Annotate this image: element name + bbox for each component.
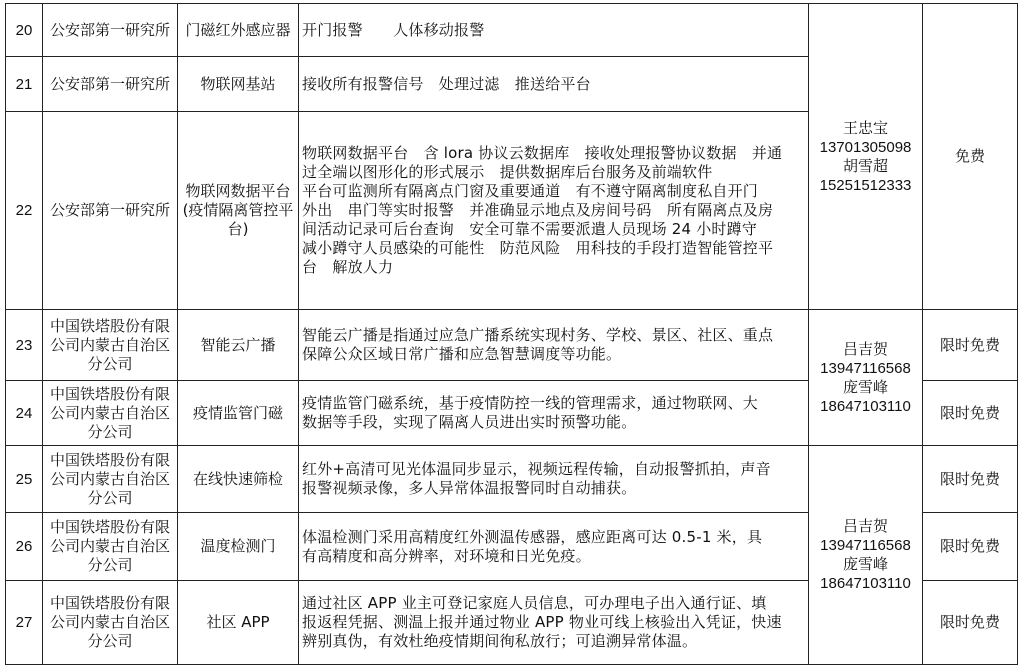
fee-cell: 限时免费 [923, 581, 1018, 665]
product-name-cell: 门磁红外感应器 [178, 4, 299, 57]
product-name-cell: 智能云广播 [178, 310, 299, 381]
description-line: 平台可监测所有隔离点门窗及重要通道 有不遵守隔离制度私自开门 [302, 182, 759, 200]
contact-name: 胡雪超 [842, 156, 888, 175]
row-number: 25 [6, 446, 43, 513]
organization-cell: 公安部第一研究所 [43, 57, 178, 112]
fee-cell: 限时免费 [923, 310, 1018, 381]
description-line: 保障公众区域日常广播和应急智慧调度等功能。 [302, 345, 622, 363]
description-line: 体温检测门采用高精度红外测温传感器，感应距离可达 0.5-1 米，具 [302, 527, 763, 546]
description-line: 数据等手段，实现了隔离人员进出实时预警功能。 [302, 413, 637, 431]
product-name-cell: 社区 APP [178, 581, 299, 665]
product-name-cell: 疫情监管门磁 [178, 381, 299, 446]
row-number: 24 [6, 381, 43, 446]
table-row [6, 4, 1018, 57]
contact-name: 庞雪峰 [842, 377, 888, 396]
description-line: 减小蹲守人员感染的可能性 防范风险 用科技的手段打造智能管控平 [302, 239, 774, 257]
contact-phone: 13947116568 [820, 537, 911, 554]
description-line: 疫情监管门磁系统，基于疫情防控一线的管理需求，通过物联网、大 [302, 394, 759, 412]
contact-phone: 15251512333 [819, 176, 912, 194]
description-line: 过全端以图形化的形式展示 提供数据库后台服务及前端软件 [302, 163, 713, 181]
contact-name: 吕吉贺 [842, 517, 888, 535]
description-line: 开门报警 人体移动报警 [302, 20, 485, 39]
row-number: 21 [6, 57, 43, 112]
contact-phone: 13947116568 [820, 359, 911, 377]
contact-cell [809, 446, 923, 665]
contact-cell [809, 310, 923, 446]
contact-name: 庞雪峰 [842, 555, 888, 573]
row-number: 22 [6, 112, 43, 310]
fee-cell: 限时免费 [923, 381, 1018, 446]
fee-cell: 限时免费 [923, 446, 1018, 513]
fee-cell: 限时免费 [923, 513, 1018, 581]
contact-name: 吕吉贺 [842, 339, 888, 358]
description-line: 红外+高清可见光体温同步显示，视频远程传输，自动报警抓拍，声音 [302, 460, 771, 478]
description-line: 有高精度和高分辨率，对环境和日光免疫。 [302, 546, 591, 565]
description-line: 间活动记录可后台查询 安全可靠不需要派遣人员现场 24 小时蹲守 [302, 220, 758, 238]
contact-phone: 13701305098 [819, 138, 912, 156]
description-cell [299, 381, 809, 446]
table-row [6, 446, 1018, 513]
description-line: 外出 串门等实时报警 并准确显示地点及房间号码 所有隔离点及房 [302, 201, 774, 219]
contact-phone: 18647103110 [820, 575, 911, 592]
organization-cell: 公安部第一研究所 [43, 4, 178, 57]
description-cell [299, 513, 809, 581]
fee-cell: 免费 [923, 4, 1018, 310]
contact-name: 王忠宝 [842, 118, 888, 137]
organization-cell: 中国铁塔股份有限公司内蒙古自治区分公司 [43, 381, 178, 446]
product-name-cell: 温度检测门 [178, 513, 299, 581]
product-name-cell: 物联网基站 [178, 57, 299, 112]
organization-cell: 公安部第一研究所 [43, 112, 178, 310]
description-line: 台 解放人力 [302, 258, 394, 276]
description-line: 物联网数据平台 含 lora 协议云数据库 接收处理报警协议数据 并通 [302, 144, 783, 162]
description-cell [299, 4, 809, 57]
description-line: 报警视频录像，多人异常体温报警同时自动捕获。 [302, 479, 637, 497]
product-name-cell: 在线快速筛检 [178, 446, 299, 513]
row-number: 23 [6, 310, 43, 381]
organization-cell: 中国铁塔股份有限公司内蒙古自治区分公司 [43, 310, 178, 381]
contact-cell [809, 4, 923, 310]
description-line: 辨别真伪，有效杜绝疫情期间徇私放行；可追溯异常体温。 [302, 632, 698, 650]
description-cell [299, 57, 809, 112]
description-line: 接收所有报警信号 处理过滤 推送给平台 [302, 74, 591, 93]
product-table [5, 3, 1018, 665]
table-row [6, 310, 1018, 381]
organization-cell: 中国铁塔股份有限公司内蒙古自治区分公司 [43, 513, 178, 581]
organization-cell: 中国铁塔股份有限公司内蒙古自治区分公司 [43, 581, 178, 665]
product-name-cell: 物联网数据平台(疫情隔离管控平台) [178, 112, 299, 310]
description-line: 报返程凭据、测温上报并通过物业 APP 物业可线上核验出入凭证，快速 [302, 613, 782, 631]
row-number: 27 [6, 581, 43, 665]
description-line: 通过社区 APP 业主可登记家庭人员信息，可办理电子出入通行证、填 [302, 594, 767, 612]
row-number: 20 [6, 4, 43, 57]
description-line: 智能云广播是指通过应急广播系统实现村务、学校、景区、社区、重点 [302, 326, 774, 344]
contact-phone: 18647103110 [820, 397, 911, 415]
organization-cell: 中国铁塔股份有限公司内蒙古自治区分公司 [43, 446, 178, 513]
row-number: 26 [6, 513, 43, 581]
description-cell [299, 446, 809, 513]
description-cell [299, 581, 809, 665]
description-cell [299, 310, 809, 381]
description-cell [299, 112, 809, 310]
